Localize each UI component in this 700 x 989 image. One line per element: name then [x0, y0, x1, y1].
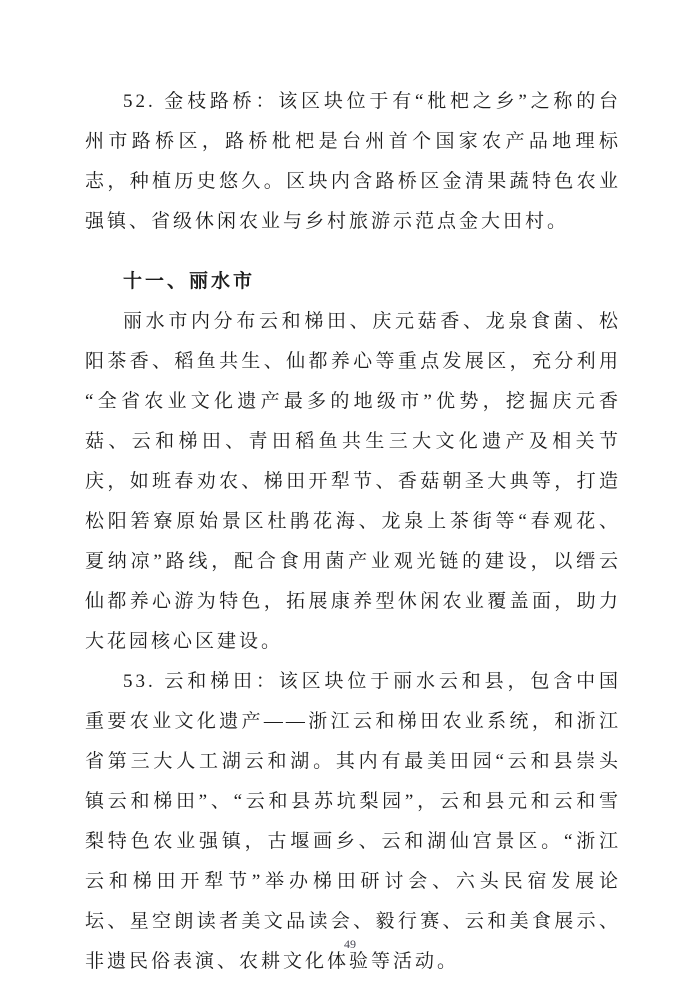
paragraph-item-53-yunhe-terraces: 53. 云和梯田：该区块位于丽水云和县，包含中国重要农业文化遗产——浙江云和梯田农业系统，和浙江省第三大人工湖云和湖。其内有最美田园“云和县崇头镇云和梯田”、“云和县苏坑梨园”，云和县元和云和雪梨特色农业强镇，古堰画乡、云和湖仙宫景区。“浙江云和梯田开犁节”举办梯田研讨会、六头民宿发展论坛、星空朗读者美文品读会、毅行赛、云和美食展示、非遗民俗表演、农耕文化体验等活动。 — [85, 671, 621, 972]
paragraph-lishui-overview: 丽水市内分布云和梯田、庆元菇香、龙泉食菌、松阳茶香、稻鱼共生、仙都养心等重点发展区，充分利用“全省农业文化遗产最多的地级市”优势，挖掘庆元香菇、云和梯田、青田稻鱼共生三大文化遗产及相关节庆，如班春劝农、梯田开犁节、香菇朝圣大典等，打造松阳箬寮原始景区杜鹃花海、龙泉上茶街等“春观花、夏纳凉”路线，配合食用菌产业观光链的建设，以缙云仙都养心游为特色，拓展康养型休闲农业覆盖面，助力大花园核心区建设。 — [85, 311, 621, 652]
section-heading-lishui-city: 十一、丽水市 — [123, 271, 256, 292]
paragraph-item-52-jinzhi-luqiao: 52. 金枝路桥：该区块位于有“枇杷之乡”之称的台州市路桥区，路桥枇杷是台州首个国家农产品地理标志，种植历史悠久。区块内含路桥区金清果蔬特色农业强镇、省级休闲农业与乡村旅游示范点金大田村。 — [85, 91, 621, 232]
page-number: 49 — [344, 937, 356, 951]
page-content — [85, 82, 621, 982]
